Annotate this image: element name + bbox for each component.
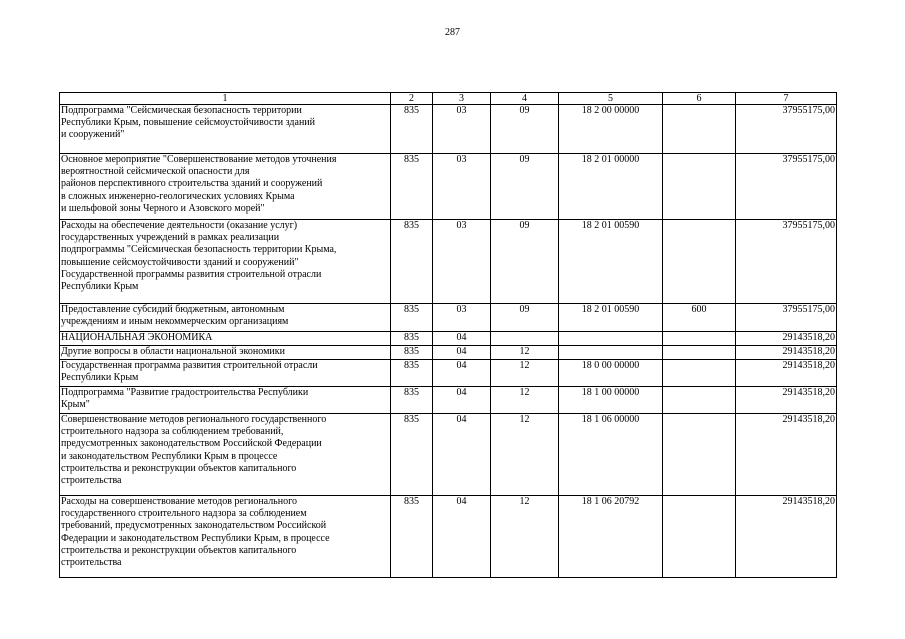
header-col-2: 2: [391, 93, 433, 105]
row-target-article-cell: 18 1 06 00000: [559, 414, 663, 496]
row-expense-type-cell: [663, 360, 736, 387]
row-subsection-cell: 12: [491, 346, 559, 360]
row-expense-type-cell: [663, 154, 736, 220]
row-subsection-cell: 12: [491, 414, 559, 496]
row-subsection-cell: 09: [491, 105, 559, 154]
row-section-cell: 03: [433, 304, 491, 332]
row-section-cell: 03: [433, 220, 491, 304]
row-section-cell: 03: [433, 154, 491, 220]
row-expense-type-cell: 600: [663, 304, 736, 332]
table-row: [60, 304, 837, 332]
row-section-cell: 04: [433, 414, 491, 496]
row-amount-cell: 29143518,20: [736, 360, 837, 387]
row-subsection-cell: 12: [491, 496, 559, 578]
header-col-7: 7: [736, 93, 837, 105]
header-col-3: 3: [433, 93, 491, 105]
row-subsection-cell: 12: [491, 387, 559, 414]
row-admin-code-cell: 835: [391, 387, 433, 414]
row-section-cell: 04: [433, 346, 491, 360]
row-admin-code-cell: 835: [391, 346, 433, 360]
row-admin-code-cell: 835: [391, 105, 433, 154]
row-section-cell: 04: [433, 387, 491, 414]
row-subsection-cell: 09: [491, 304, 559, 332]
table-row: [60, 387, 837, 414]
row-admin-code-cell: 835: [391, 332, 433, 346]
row-amount-cell: 29143518,20: [736, 414, 837, 496]
row-expense-type-cell: [663, 496, 736, 578]
table-row: [60, 332, 837, 346]
row-expense-type-cell: [663, 346, 736, 360]
row-amount-cell: 29143518,20: [736, 346, 837, 360]
row-amount-cell: 37955175,00: [736, 220, 837, 304]
table-row: [60, 496, 837, 578]
row-name-cell: Государственная программа развития строительной отрасли Республики Крым: [60, 360, 391, 387]
row-name-cell: Другие вопросы в области национальной экономики: [60, 346, 391, 360]
row-expense-type-cell: [663, 387, 736, 414]
row-admin-code-cell: 835: [391, 414, 433, 496]
row-target-article-cell: 18 2 01 00590: [559, 304, 663, 332]
row-target-article-cell: [559, 332, 663, 346]
table-header-row: [60, 93, 837, 105]
page-number: 287: [445, 27, 460, 38]
row-section-cell: 04: [433, 496, 491, 578]
row-admin-code-cell: 835: [391, 304, 433, 332]
row-target-article-cell: 18 2 00 00000: [559, 105, 663, 154]
row-target-article-cell: 18 0 00 00000: [559, 360, 663, 387]
row-name-cell: НАЦИОНАЛЬНАЯ ЭКОНОМИКА: [60, 332, 391, 346]
row-admin-code-cell: 835: [391, 154, 433, 220]
row-expense-type-cell: [663, 220, 736, 304]
row-section-cell: 04: [433, 332, 491, 346]
row-name-cell: Подпрограмма "Сейсмическая безопасность территории Республики Крым, повышение сейсмоустойчивости зданий и сооружений": [60, 105, 391, 154]
header-col-1: 1: [60, 93, 391, 105]
row-amount-cell: 29143518,20: [736, 332, 837, 346]
row-expense-type-cell: [663, 414, 736, 496]
row-subsection-cell: 09: [491, 220, 559, 304]
table-row: [60, 105, 837, 154]
row-section-cell: 04: [433, 360, 491, 387]
row-name-cell: Расходы на обеспечение деятельности (оказание услуг) государственных учреждений в рамках реализации подпрограммы "Сейсмическая безопасность территории Крыма, повышение сейсмоустойчивости зданий и сооружений" Государственной программы развития строительной отрасли Республики Крым: [60, 220, 391, 304]
row-expense-type-cell: [663, 332, 736, 346]
row-name-cell: Совершенствование методов регионального государственного строительного надзора за соблюдением требований, предусмотренных законодательством Российской Федерации и законодательством Республики Крым в процессе строительства и реконструкции объектов капитального строительства: [60, 414, 391, 496]
row-name-cell: Подпрограмма "Развитие градостроительства Республики Крым": [60, 387, 391, 414]
row-section-cell: 03: [433, 105, 491, 154]
row-expense-type-cell: [663, 105, 736, 154]
row-target-article-cell: 18 2 01 00000: [559, 154, 663, 220]
row-target-article-cell: [559, 346, 663, 360]
row-amount-cell: 37955175,00: [736, 154, 837, 220]
row-name-cell: Основное мероприятие "Совершенствование методов уточнения вероятностной сейсмической опасности для районов перспективного строительства зданий и сооружений в сложных инженерно-геологических условиях Крыма и шельфовой зоны Черного и Азовского морей": [60, 154, 391, 220]
row-amount-cell: 37955175,00: [736, 304, 837, 332]
row-amount-cell: 37955175,00: [736, 105, 837, 154]
row-target-article-cell: 18 2 01 00590: [559, 220, 663, 304]
header-col-4: 4: [491, 93, 559, 105]
row-target-article-cell: 18 1 06 20792: [559, 496, 663, 578]
header-col-6: 6: [663, 93, 736, 105]
table-row: [60, 346, 837, 360]
row-name-cell: Предоставление субсидий бюджетным, автономным учреждениям и иным некоммерческим организациям: [60, 304, 391, 332]
table-row: [60, 414, 837, 496]
row-subsection-cell: 12: [491, 360, 559, 387]
table-row: [60, 220, 837, 304]
row-admin-code-cell: 835: [391, 220, 433, 304]
row-amount-cell: 29143518,20: [736, 387, 837, 414]
row-subsection-cell: 09: [491, 154, 559, 220]
row-admin-code-cell: 835: [391, 496, 433, 578]
row-name-cell: Расходы на совершенствование методов регионального государственного строительного надзора за соблюдением требований, предусмотренных законодательством Российской Федерации и законодательством Республики Крым, в процессе строительства и реконструкции объектов капитального строительства: [60, 496, 391, 578]
table-row: [60, 154, 837, 220]
header-col-5: 5: [559, 93, 663, 105]
row-admin-code-cell: 835: [391, 360, 433, 387]
budget-table: [59, 92, 837, 578]
row-amount-cell: 29143518,20: [736, 496, 837, 578]
row-target-article-cell: 18 1 00 00000: [559, 387, 663, 414]
row-subsection-cell: [491, 332, 559, 346]
table-row: [60, 360, 837, 387]
